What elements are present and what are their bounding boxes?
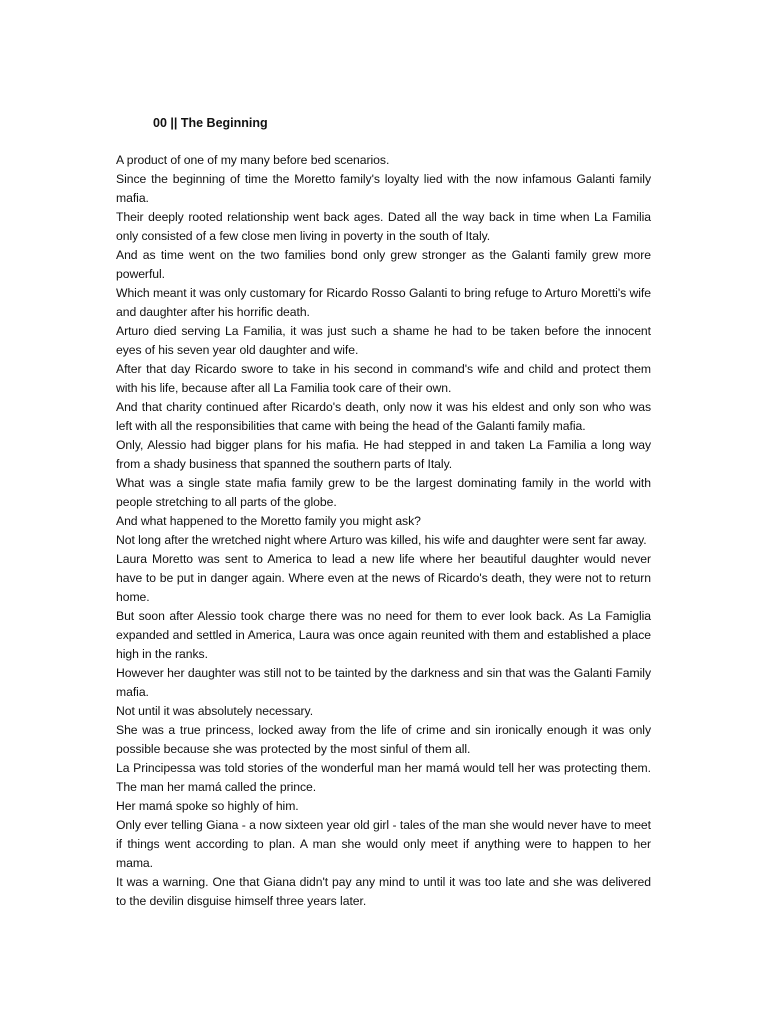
- paragraph: A product of one of my many before bed scenarios.: [116, 153, 390, 167]
- document-body: [116, 151, 651, 911]
- paragraph: She was a true princess, locked away from the life of crime and sin ironically enough it was only possible because she was protected by the most sinful of them all.: [116, 723, 651, 756]
- paragraph: And as time went on the two families bond only grew stronger as the Galanti family grew more powerful.: [116, 248, 651, 281]
- paragraph: Laura Moretto was sent to America to lead a new life where her beautiful daughter would never have to be put in danger again. Where even at the news of Ricardo's death, they were not to return home.: [116, 552, 651, 604]
- paragraph: What was a single state mafia family grew to be the largest dominating family in the world with people stretching to all parts of the globe.: [116, 476, 651, 509]
- paragraph: La Principessa was told stories of the wonderful man her mamá would tell her was protecting them. The man her mamá called the prince.: [116, 761, 651, 794]
- paragraph: Not long after the wretched night where Arturo was killed, his wife and daughter were sent far away.: [116, 533, 647, 547]
- paragraph: Since the beginning of time the Moretto family's loyalty lied with the now infamous Galanti family mafia.: [116, 172, 651, 205]
- paragraph: But soon after Alessio took charge there was no need for them to ever look back. As La Famiglia expanded and settled in America, Laura was once again reunited with them and established a place high in the ranks.: [116, 609, 651, 661]
- paragraph: Not until it was absolutely necessary.: [116, 704, 314, 718]
- paragraph: And that charity continued after Ricardo's death, only now it was his eldest and only son who was left with all the responsibilities that came with being the head of the Galanti family mafia.: [116, 400, 651, 433]
- paragraph: However her daughter was still not to be tainted by the darkness and sin that was the Galanti Family mafia.: [116, 666, 651, 699]
- paragraph: Which meant it was only customary for Ricardo Rosso Galanti to bring refuge to Arturo Moretti's wife and daughter after his horrific death.: [116, 286, 651, 319]
- paragraph: It was a warning. One that Giana didn't pay any mind to until it was too late and she was delivered to the devilin disguise himself three years later.: [116, 875, 651, 908]
- chapter-heading: 00 || The Beginning: [153, 116, 268, 130]
- paragraph: After that day Ricardo swore to take in his second in command's wife and child and protect them with his life, because after all La Familia took care of their own.: [116, 362, 651, 395]
- paragraph: Only ever telling Giana - a now sixteen year old girl - tales of the man she would never have to meet if things went according to plan. A man she would only meet if anything were to happen to her mama.: [116, 818, 651, 870]
- paragraph: Only, Alessio had bigger plans for his mafia. He had stepped in and taken La Familia a long way from a shady business that spanned the southern parts of Italy.: [116, 438, 651, 471]
- paragraph: Their deeply rooted relationship went back ages. Dated all the way back in time when La Familia only consisted of a few close men living in poverty in the south of Italy.: [116, 210, 651, 243]
- paragraph: Arturo died serving La Familia, it was just such a shame he had to be taken before the innocent eyes of his seven year old daughter and wife.: [116, 324, 651, 357]
- paragraph: Her mamá spoke so highly of him.: [116, 799, 299, 813]
- paragraph: And what happened to the Moretto family you might ask?: [116, 514, 421, 528]
